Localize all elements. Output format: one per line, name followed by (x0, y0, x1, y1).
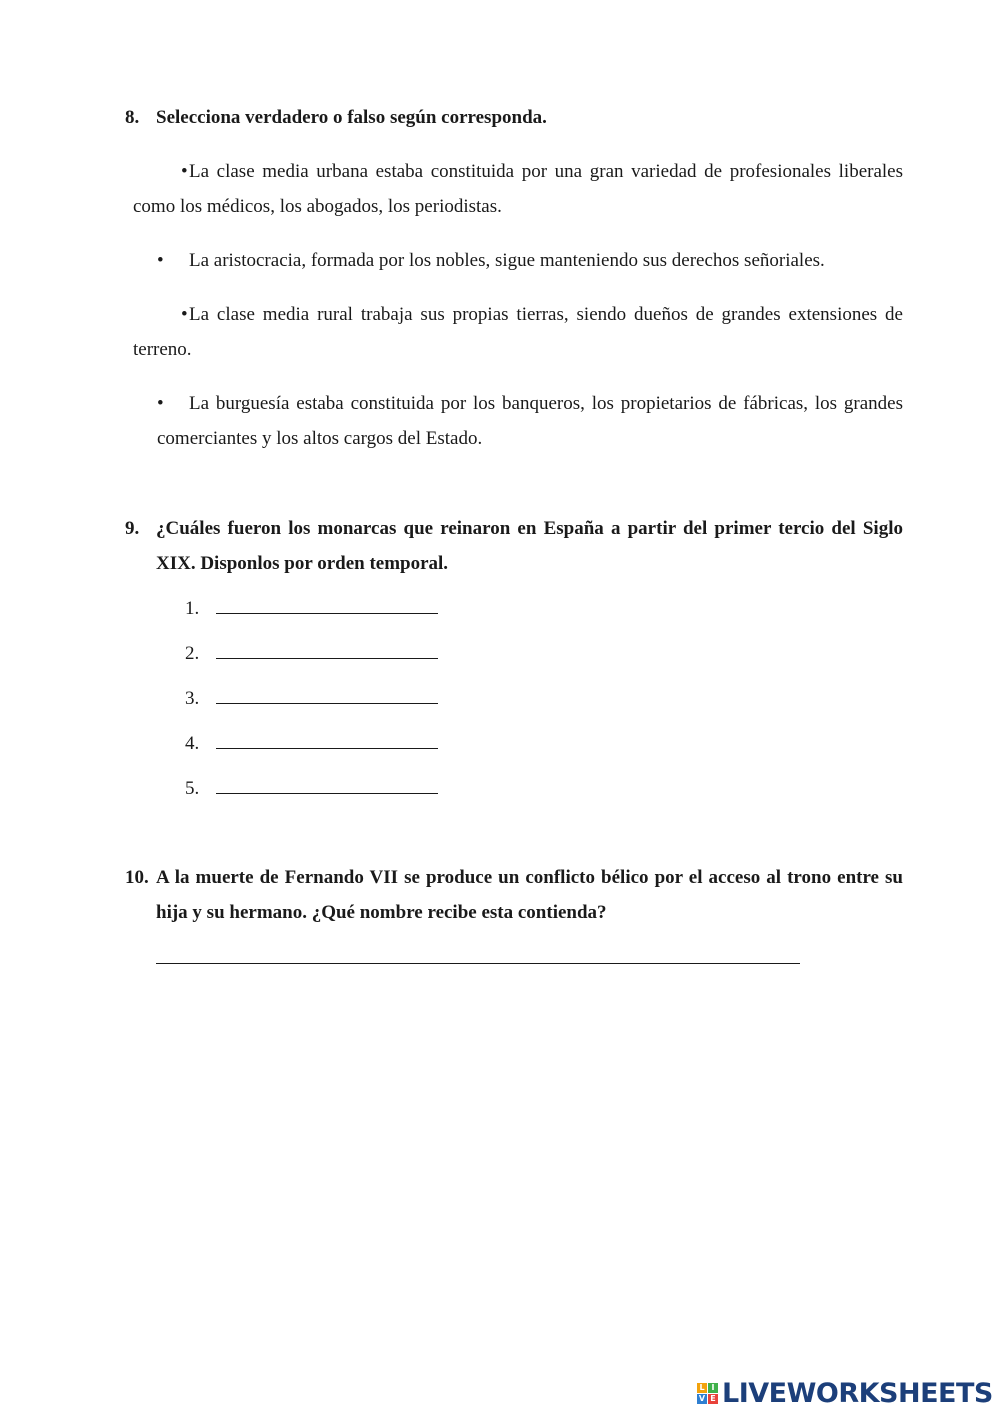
bullet-icon: • (181, 304, 188, 325)
question-text: Selecciona verdadero o falso según corresponda. (156, 107, 547, 128)
statement-text: La burguesía estaba constituida por los banqueros, los propietarios de fábricas, los grandes comerciantes y los altos cargos del Estado. (157, 393, 903, 449)
logo-mark-icon (697, 1383, 718, 1404)
statement-4[interactable] (157, 386, 903, 456)
statement-1[interactable] (133, 154, 903, 224)
blank-number: 5. (185, 778, 200, 799)
bullet-icon: • (181, 161, 188, 182)
logo-mark-letter: L (697, 1383, 707, 1393)
monarch-blank-5 (185, 771, 438, 806)
monarch-blank-2 (185, 636, 438, 671)
answer-blank[interactable] (216, 734, 438, 749)
answer-blank[interactable] (216, 644, 438, 659)
monarch-blank-1 (185, 591, 438, 626)
bullet-icon: • (157, 250, 164, 271)
question-number: 10. (125, 867, 149, 888)
answer-blank[interactable] (216, 779, 438, 794)
statement-text: La clase media urbana estaba constituida por una gran variedad de profesionales liberales como los médicos, los abogados, los periodistas. (133, 161, 903, 217)
question-10-title (125, 860, 903, 930)
question-9-title (125, 511, 903, 581)
monarch-blank-3 (185, 681, 438, 716)
blank-number: 1. (185, 598, 200, 619)
question-text: A la muerte de Fernando VII se produce un conflicto bélico por el acceso al trono entre su hija y su hermano. ¿Qué nombre recibe esta contienda? (156, 867, 903, 923)
statement-text: La aristocracia, formada por los nobles, sigue manteniendo sus derechos señoriales. (189, 250, 825, 271)
bullet-icon: • (157, 393, 164, 414)
question-8-title (125, 100, 903, 135)
blank-number: 2. (185, 643, 200, 664)
statement-text: La clase media rural trabaja sus propias tierras, siendo dueños de grandes extensiones de terreno. (133, 304, 903, 360)
contienda-answer-blank[interactable] (156, 963, 800, 964)
logo-text: LIVEWORKSHEETS (722, 1377, 993, 1409)
answer-blank[interactable] (216, 689, 438, 704)
logo-mark-letter: V (698, 1393, 706, 1403)
question-number: 8. (125, 107, 140, 128)
logo-mark-letter: E (708, 1394, 718, 1404)
answer-blank[interactable] (216, 599, 438, 614)
blank-number: 4. (185, 733, 200, 754)
monarch-blank-4 (185, 726, 438, 761)
liveworksheets-logo (697, 1378, 993, 1408)
question-text: ¿Cuáles fueron los monarcas que reinaron en España a partir del primer tercio del Siglo XIX. Disponlos por orden temporal. (156, 518, 903, 574)
logo-mark-letter: I (708, 1383, 718, 1393)
statement-3[interactable] (133, 297, 903, 367)
blank-number: 3. (185, 688, 200, 709)
question-number: 9. (125, 518, 140, 539)
statement-2[interactable] (157, 243, 903, 278)
